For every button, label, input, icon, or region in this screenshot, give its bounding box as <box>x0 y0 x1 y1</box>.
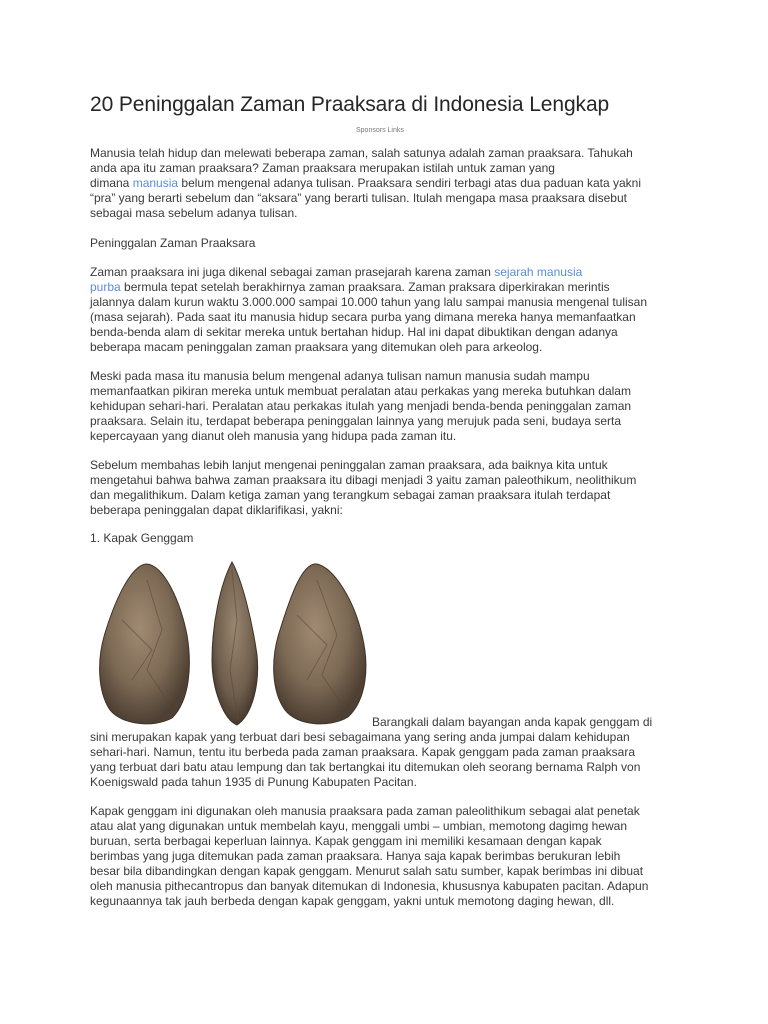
text-line <box>90 265 680 280</box>
text-line: Koenigswald pada tahun 1935 di Punung Kabupaten Pacitan. <box>90 775 417 789</box>
text-line: Sebelum membahas lebih lanjut mengenai peninggalan zaman praaksara, ada baiknya kita untuk <box>90 458 608 472</box>
text-line: buruan, serta berbagai keperluan lainnya. Kapak genggam ini memiliki kesamaan dengan kapak <box>90 834 602 848</box>
sponsor-label: Sponsors Links <box>356 127 404 134</box>
text-line: kehidupan sehari-hari. Peralatan atau perkakas itulah yang menjadi benda-benda peninggalan zaman <box>90 399 632 413</box>
purba-link[interactable]: purba <box>90 280 121 294</box>
section-heading: Peninggalan Zaman Praaksara <box>90 236 256 250</box>
text-line <box>90 176 680 191</box>
text-line: oleh manusia pithecantropus dan banyak ditemukan di Indonesia, khususnya kabupaten pacitan. Adapun <box>90 879 649 893</box>
text-line: sebagai masa sebelum adanya tulisan. <box>90 206 298 220</box>
text-fragment: Zaman praaksara ini juga dikenal sebagai zaman prasejarah karena zaman <box>90 265 495 279</box>
section-heading: 1. Kapak Genggam <box>90 531 194 545</box>
text-fragment: bermula tepat setelah berakhirnya zaman praaksara. Zaman praksara diperkirakan merintis <box>120 280 610 294</box>
text-line: praaksara. Selain itu, terdapat beberapa peninggalan lainnya yang merujuk pada seni, budaya serta <box>90 414 622 428</box>
text-fragment: belum mengenal adanya tulisan. Praaksara sendiri terbagi atas dua paduan kata yakni <box>178 176 642 190</box>
text-line: (masa sejarah). Pada saat itu manusia hidup secara purba yang dimana mereka hanya memanfaatkan <box>90 310 636 324</box>
paragraph-2 <box>90 265 680 355</box>
text-line: anda apa itu zaman praaksara? Zaman praaksara merupakan istilah untuk zaman yang <box>90 161 555 175</box>
text-line: “pra” yang berarti sebelum dan “aksara” yang berarti tulisan. Itulah mengapa masa praaksara disebut <box>90 191 627 205</box>
text-line: Meski pada masa itu manusia belum mengenal adanya tulisan namun manusia sudah mampu <box>90 369 590 383</box>
text-line: Barangkali dalam bayangan anda kapak genggam di <box>372 715 653 729</box>
text-line: sehari-hari. Namun, tentu itu berbeda pada zaman praaksara. Kapak genggam pada zaman praaksara <box>90 745 635 759</box>
paragraph-4 <box>90 458 680 518</box>
hand-axe-front <box>100 564 190 724</box>
text-line: benda-benda alam di sekitar mereka untuk bertahan hidup. Hal ini dapat dibuktikan dengan adanya <box>90 325 618 339</box>
text-line: beberapa macam peninggalan zaman praaksara yang ditemukan oleh para arkeolog. <box>90 340 543 354</box>
manusia-link[interactable]: manusia <box>132 176 179 190</box>
paragraph-3 <box>90 369 680 444</box>
text-line: berimbas yang juga ditemukan pada zaman praaksara. Hanya saja kapak berimbas berukuran lebih <box>90 849 621 863</box>
text-line: beberapa peninggalan dapat diklarifikasi, yakni: <box>90 503 343 517</box>
sejarah-manusia-link[interactable]: sejarah manusia <box>494 265 583 279</box>
text-fragment: dimana <box>90 176 133 190</box>
text-line: jalannya dalam kurun waktu 3.000.000 sampai 10.000 tahun yang lalu sampai manusia mengenal tulisan <box>90 295 648 309</box>
intro-paragraph <box>90 146 680 221</box>
text-line: kepercayaan yang dianut oleh manusia yang hidupa pada zaman itu. <box>90 429 457 443</box>
text-line: Manusia telah hidup dan melewati beberapa zaman, salah satunya adalah zaman praaksara. Tahukah <box>90 146 633 160</box>
text-line: besar bila dibandingkan dengan kapak genggam. Menurut salah satu sumber, kapak berimbas ini dibuat <box>90 864 644 878</box>
text-line: sini merupakan kapak yang terbuat dari besi sebagaimana yang sering anda jumpai dalam kehidupan <box>90 730 630 744</box>
text-line: atau alat yang digunakan untuk membelah kayu, menggali umbi – umbian, memotong dagimg hewan <box>90 819 627 833</box>
paragraph-6 <box>90 804 680 909</box>
text-line: mengetahui bahwa bahwa zaman praaksara itu dibagi menjadi 3 yaitu zaman paleothikum, neolithikum <box>90 473 637 487</box>
text-line: memanfaatkan pikiran mereka untuk membuat peralatan atau perkakas yang mereka butuhkan dalam <box>90 384 631 398</box>
text-line: dan megalithikum. Dalam ketiga zaman yang terangkum sebagai zaman praaksara itulah terdapat <box>90 488 611 502</box>
text-line: Kapak genggam ini digunakan oleh manusia praaksara pada zaman paleolithikum sebagai alat penetak <box>90 804 640 818</box>
hand-axe-image <box>92 560 377 730</box>
text-line: kegunaannya tak jauh berbeda dengan kapak genggam, yakni untuk memotong daging hewan, dll. <box>90 894 615 908</box>
text-line <box>90 280 680 295</box>
text-line: yang terbuat dari batu atau lempung dan tak bertangkai itu ditemukan oleh seorang bernama Ralph von <box>90 760 641 774</box>
page-title: 20 Peninggalan Zaman Praaksara di Indonesia Lengkap <box>90 93 610 116</box>
